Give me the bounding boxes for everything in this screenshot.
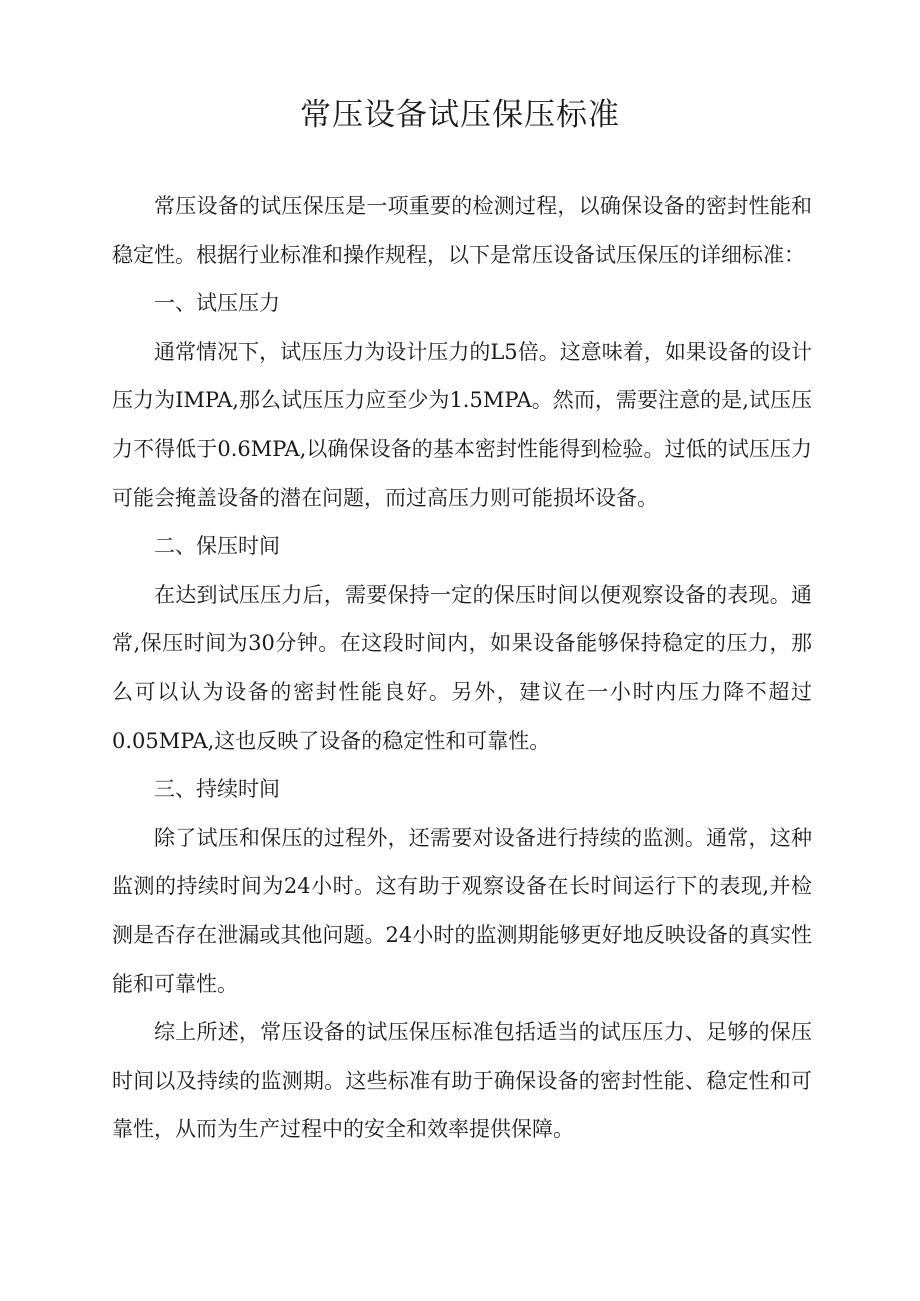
intro-paragraph: 常压设备的试压保压是一项重要的检测过程，以确保设备的密封性能和稳定性。根据行业标准和操作规程，以下是常压设备试压保压的详细标准： [112, 194, 812, 267]
duration-paragraph: 除了试压和保压的过程外，还需要对设备进行持续的监测。通常，这种监测的持续时间为24小时。这有助于观察设备在长时间运行下的表现,并检测是否存在泄漏或其他问题。24小时的监测期能够更好地反映设备的真实性能和可靠性。 [112, 825, 812, 996]
section-heading-test-pressure: 一、试压压力 [154, 291, 280, 316]
holding-time-paragraph: 在达到试压压力后，需要保持一定的保压时间以便观察设备的表现。通常,保压时间为30分钟。在这段时间内，如果设备能够保持稳定的压力，那么可以认为设备的密封性能良好。另外，建议在一小时内压力降不超过0.05MPA,这也反映了设备的稳定性和可靠性。 [112, 582, 812, 753]
document-title: 常压设备试压保压标准 [300, 97, 620, 133]
section-heading-holding-time: 二、保压时间 [154, 534, 280, 559]
test-pressure-paragraph: 通常情况下，试压压力为设计压力的L5倍。这意味着，如果设备的设计压力为IMPA,那么试压压力应至少为1.5MPA。然而，需要注意的是,试压压力不得低于0.6MPA,以确保设备的基本密封性能得到检验。过低的试压压力可能会掩盖设备的潜在问题，而过高压力则可能损坏设备。 [112, 339, 812, 510]
section-heading-duration: 三、持续时间 [154, 777, 280, 802]
summary-paragraph: 综上所述，常压设备的试压保压标准包括适当的试压压力、足够的保压时间以及持续的监测期。这些标准有助于确保设备的密封性能、稳定性和可靠性，从而为生产过程中的安全和效率提供保障。 [112, 1020, 812, 1142]
document-body [112, 182, 812, 1154]
